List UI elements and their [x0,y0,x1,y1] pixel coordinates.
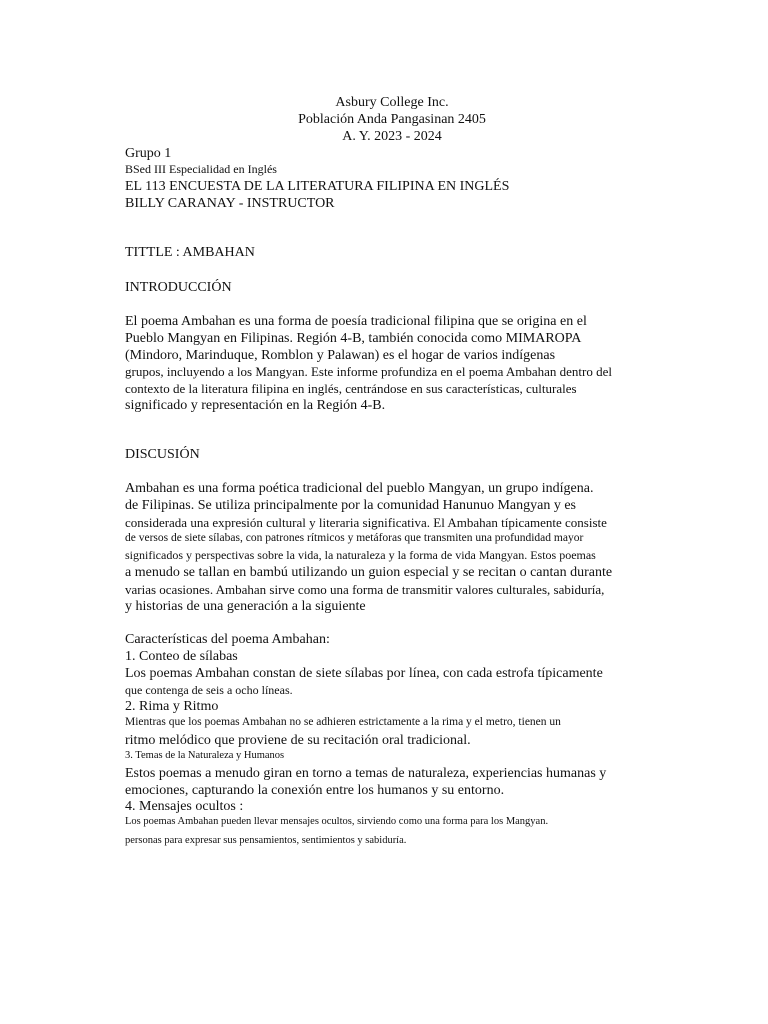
paragraph-line: contexto de la literatura filipina en inglés, centrándose en sus características, culturales [125,381,577,396]
characteristic-title: 4. Mensajes ocultos : [125,799,244,814]
paragraph-line: considerada una expresión cultural y literaria significativa. El Ambahan típicamente consiste [125,515,607,530]
characteristic-title: 1. Conteo de sílabas [125,649,238,664]
characteristic-title: 3. Temas de la Naturaleza y Humanos [125,750,285,761]
paragraph-line: significados y perspectivas sobre la vida, la naturaleza y la forma de vida Mangyan. Estos poemas [125,548,596,562]
introduction-heading: INTRODUCCIÓN [125,280,232,295]
instructor-name: BILLY CARANAY - INSTRUCTOR [125,196,335,211]
institution-name: Asbury College Inc. [335,95,449,110]
paragraph-line: El poema Ambahan es una forma de poesía tradicional filipina que se origina en el [125,314,587,329]
institution-address: Población Anda Pangasinan 2405 [298,112,486,127]
paragraph-line: que contenga de seis a ocho líneas. [125,683,293,697]
paragraph-line: de versos de siete sílabas, con patrones rítmicos y metáforas que transmiten una profundidad mayor [125,532,584,544]
paragraph-line: ritmo melódico que proviene de su recitación oral tradicional. [125,733,471,748]
paragraph-line: emociones, capturando la conexión entre los humanos y su entorno. [125,783,505,798]
paragraph-line: Ambahan es una forma poética tradicional del pueblo Mangyan, un grupo indígena. [125,481,594,496]
paragraph-line: y historias de una generación a la siguiente [125,599,366,614]
paragraph-line: Mientras que los poemas Ambahan no se adhieren estrictamente a la rima y el metro, tienen un [125,716,561,728]
paragraph-line: grupos, incluyendo a los Mangyan. Este informe profundiza en el poema Ambahan dentro del [125,364,613,379]
paragraph-line: Pueblo Mangyan en Filipinas. Región 4-B, también conocida como MIMAROPA [125,331,582,346]
paragraph-line: de Filipinas. Se utiliza principalmente por la comunidad Hanunuo Mangyan y es [125,498,577,513]
paragraph-line: Estos poemas a menudo giran en torno a temas de naturaleza, experiencias humanas y [125,766,607,781]
program-name: BSed III Especialidad en Inglés [125,162,277,176]
paragraph-line: personas para expresar sus pensamientos, sentimientos y sabiduría. [125,835,407,846]
document-title: TITTLE : AMBAHAN [125,245,255,260]
paragraph-line: significado y representación en la Región 4-B. [125,398,386,413]
course-title: EL 113 ENCUESTA DE LA LITERATURA FILIPINA EN INGLÉS [125,179,510,194]
paragraph-line: a menudo se tallan en bambú utilizando un guion especial y se recitan o cantan durante [125,565,613,580]
characteristics-heading: Características del poema Ambahan: [125,632,330,647]
academic-year: A. Y. 2023 - 2024 [342,129,442,144]
characteristic-title: 2. Rima y Ritmo [125,699,219,714]
paragraph-line: varias ocasiones. Ambahan sirve como una forma de transmitir valores culturales, sabiduría, [125,582,605,597]
group-name: Grupo 1 [125,146,172,161]
paragraph-line: Los poemas Ambahan pueden llevar mensajes ocultos, sirviendo como una forma para los Mangyan. [125,816,549,827]
paragraph-line: Los poemas Ambahan constan de siete sílabas por línea, con cada estrofa típicamente [125,666,603,681]
paragraph-line: (Mindoro, Marinduque, Romblon y Palawan) es el hogar de varios indígenas [125,348,556,363]
discussion-heading: DISCUSIÓN [125,447,200,462]
